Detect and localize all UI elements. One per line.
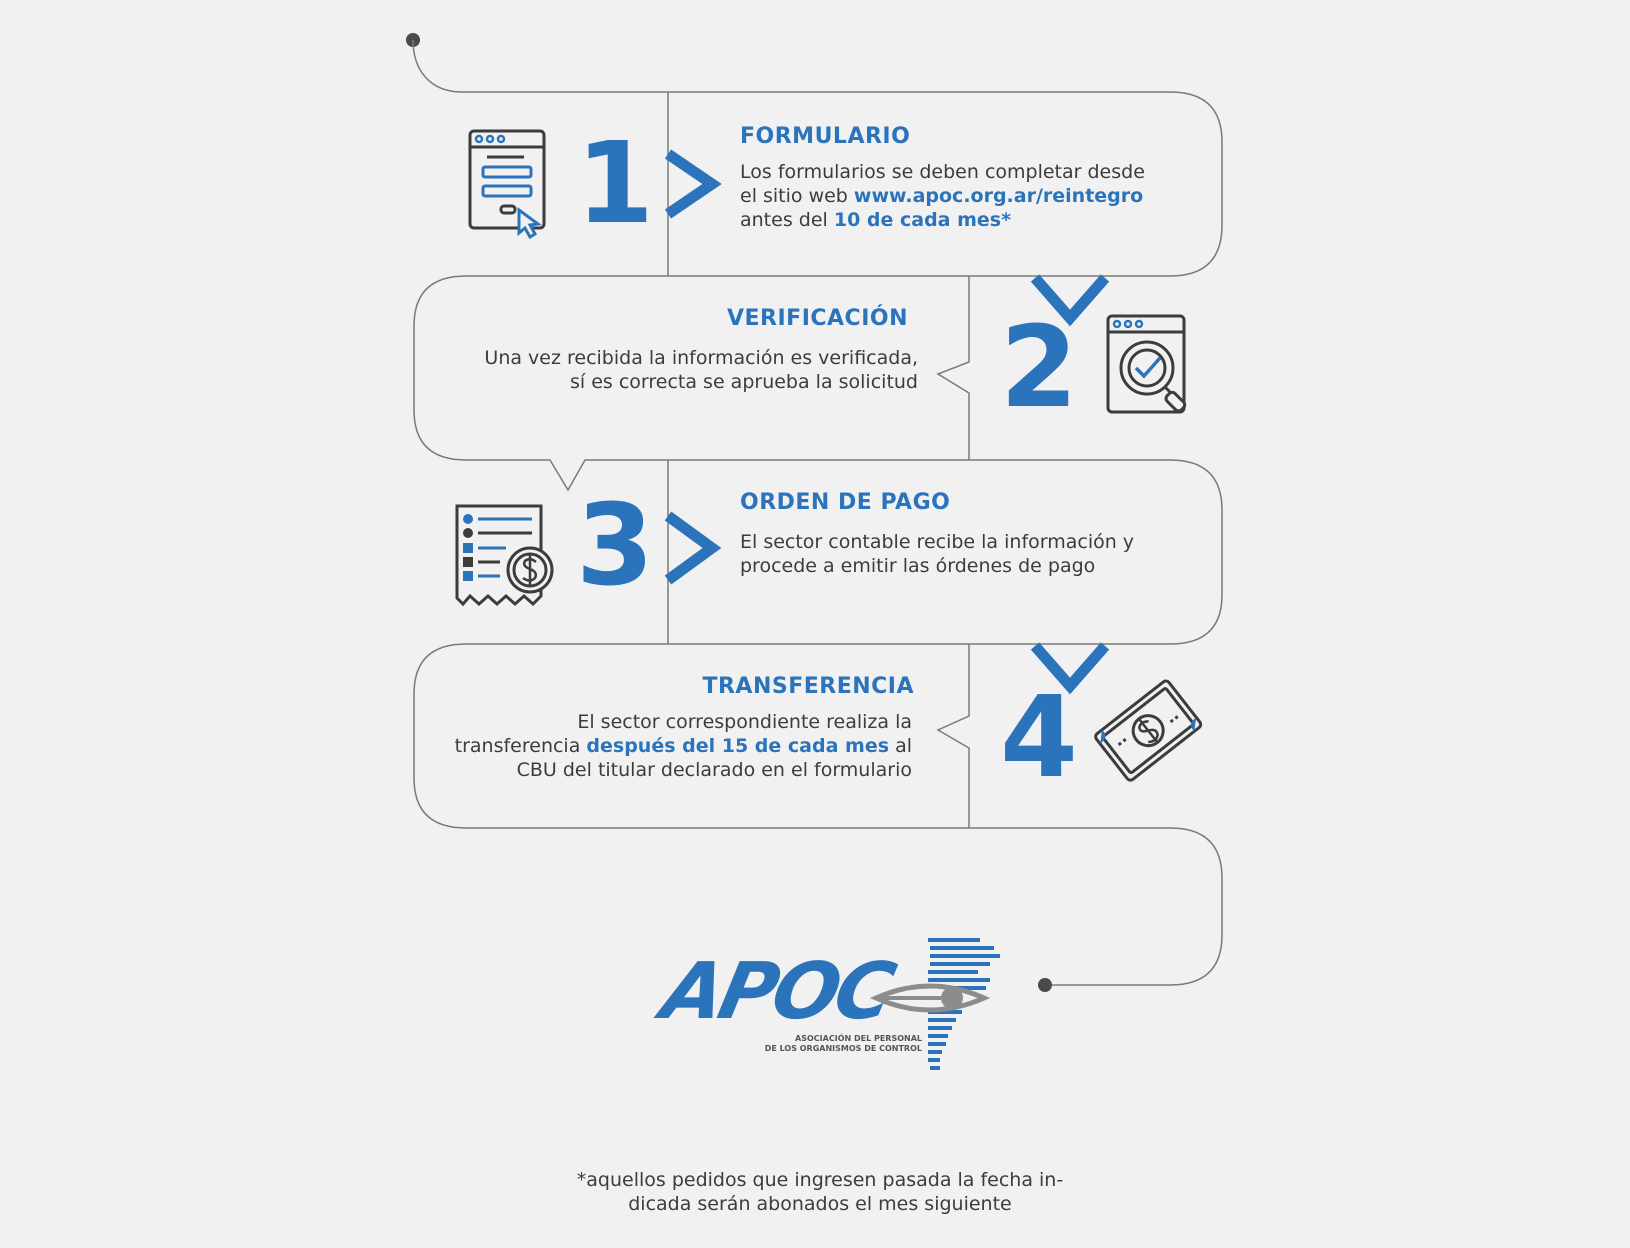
step-title: TRANSFERENCIA [702, 674, 914, 699]
money-bill-icon [1094, 679, 1202, 781]
logo-eye [876, 986, 984, 1010]
step-description [420, 346, 918, 394]
step-description [740, 530, 1200, 578]
chevron-right-icon [668, 154, 712, 214]
description-line: procede a emitir las órdenes de pago [740, 555, 1096, 577]
description-line: El sector correspondiente realiza la [577, 711, 912, 733]
description-line: antes del 10 de cada mes* [740, 209, 1012, 231]
chevron-right-icon [668, 516, 712, 580]
footnote-line: dicada serán abonados el mes siguiente [628, 1193, 1012, 1215]
description-line: Una vez recibida la información es verificada, [484, 347, 918, 369]
step-number: 1 [576, 119, 654, 249]
logo-subtitle-line: ASOCIACIÓN DEL PERSONAL [795, 1034, 922, 1043]
step-title: VERIFICACIÓN [726, 306, 908, 331]
logo-wordmark: APOC [654, 947, 899, 1037]
form-click-icon [470, 131, 544, 237]
logo-subtitle-line: DE LOS ORGANISMOS DE CONTROL [764, 1044, 922, 1053]
deadline-highlight: 10 de cada mes* [833, 209, 1012, 231]
website-link[interactable]: www.apoc.org.ar/reintegro [853, 185, 1144, 207]
step-number: 3 [576, 481, 654, 611]
step-title: ORDEN DE PAGO [740, 490, 951, 515]
date-highlight: después del 15 de cada mes [586, 735, 890, 757]
step-description [740, 160, 1200, 232]
description-line: CBU del titular declarado en el formulario [516, 759, 912, 781]
description-line: Los formularios se deben completar desde [740, 161, 1145, 183]
step-number: 2 [1000, 303, 1078, 433]
footnote [520, 1168, 1120, 1216]
description-line: el sitio web www.apoc.org.ar/reintegro [740, 185, 1144, 207]
logo-subtitle [760, 1034, 922, 1054]
step-title: FORMULARIO [740, 124, 911, 149]
end-dot [1038, 978, 1052, 992]
footnote-line: *aquellos pedidos que ingresen pasada la fecha in- [576, 1169, 1064, 1191]
receipt-dollar-icon [457, 506, 552, 604]
step-number: 4 [1000, 673, 1078, 803]
description-line: El sector contable recibe la información y [740, 531, 1135, 553]
description-line: transferencia después del 15 de cada mes al [454, 735, 912, 757]
description-line: sí es correcta se aprueba la solicitud [570, 371, 918, 393]
step-description [420, 710, 912, 782]
magnifier-check-icon [1108, 316, 1186, 413]
